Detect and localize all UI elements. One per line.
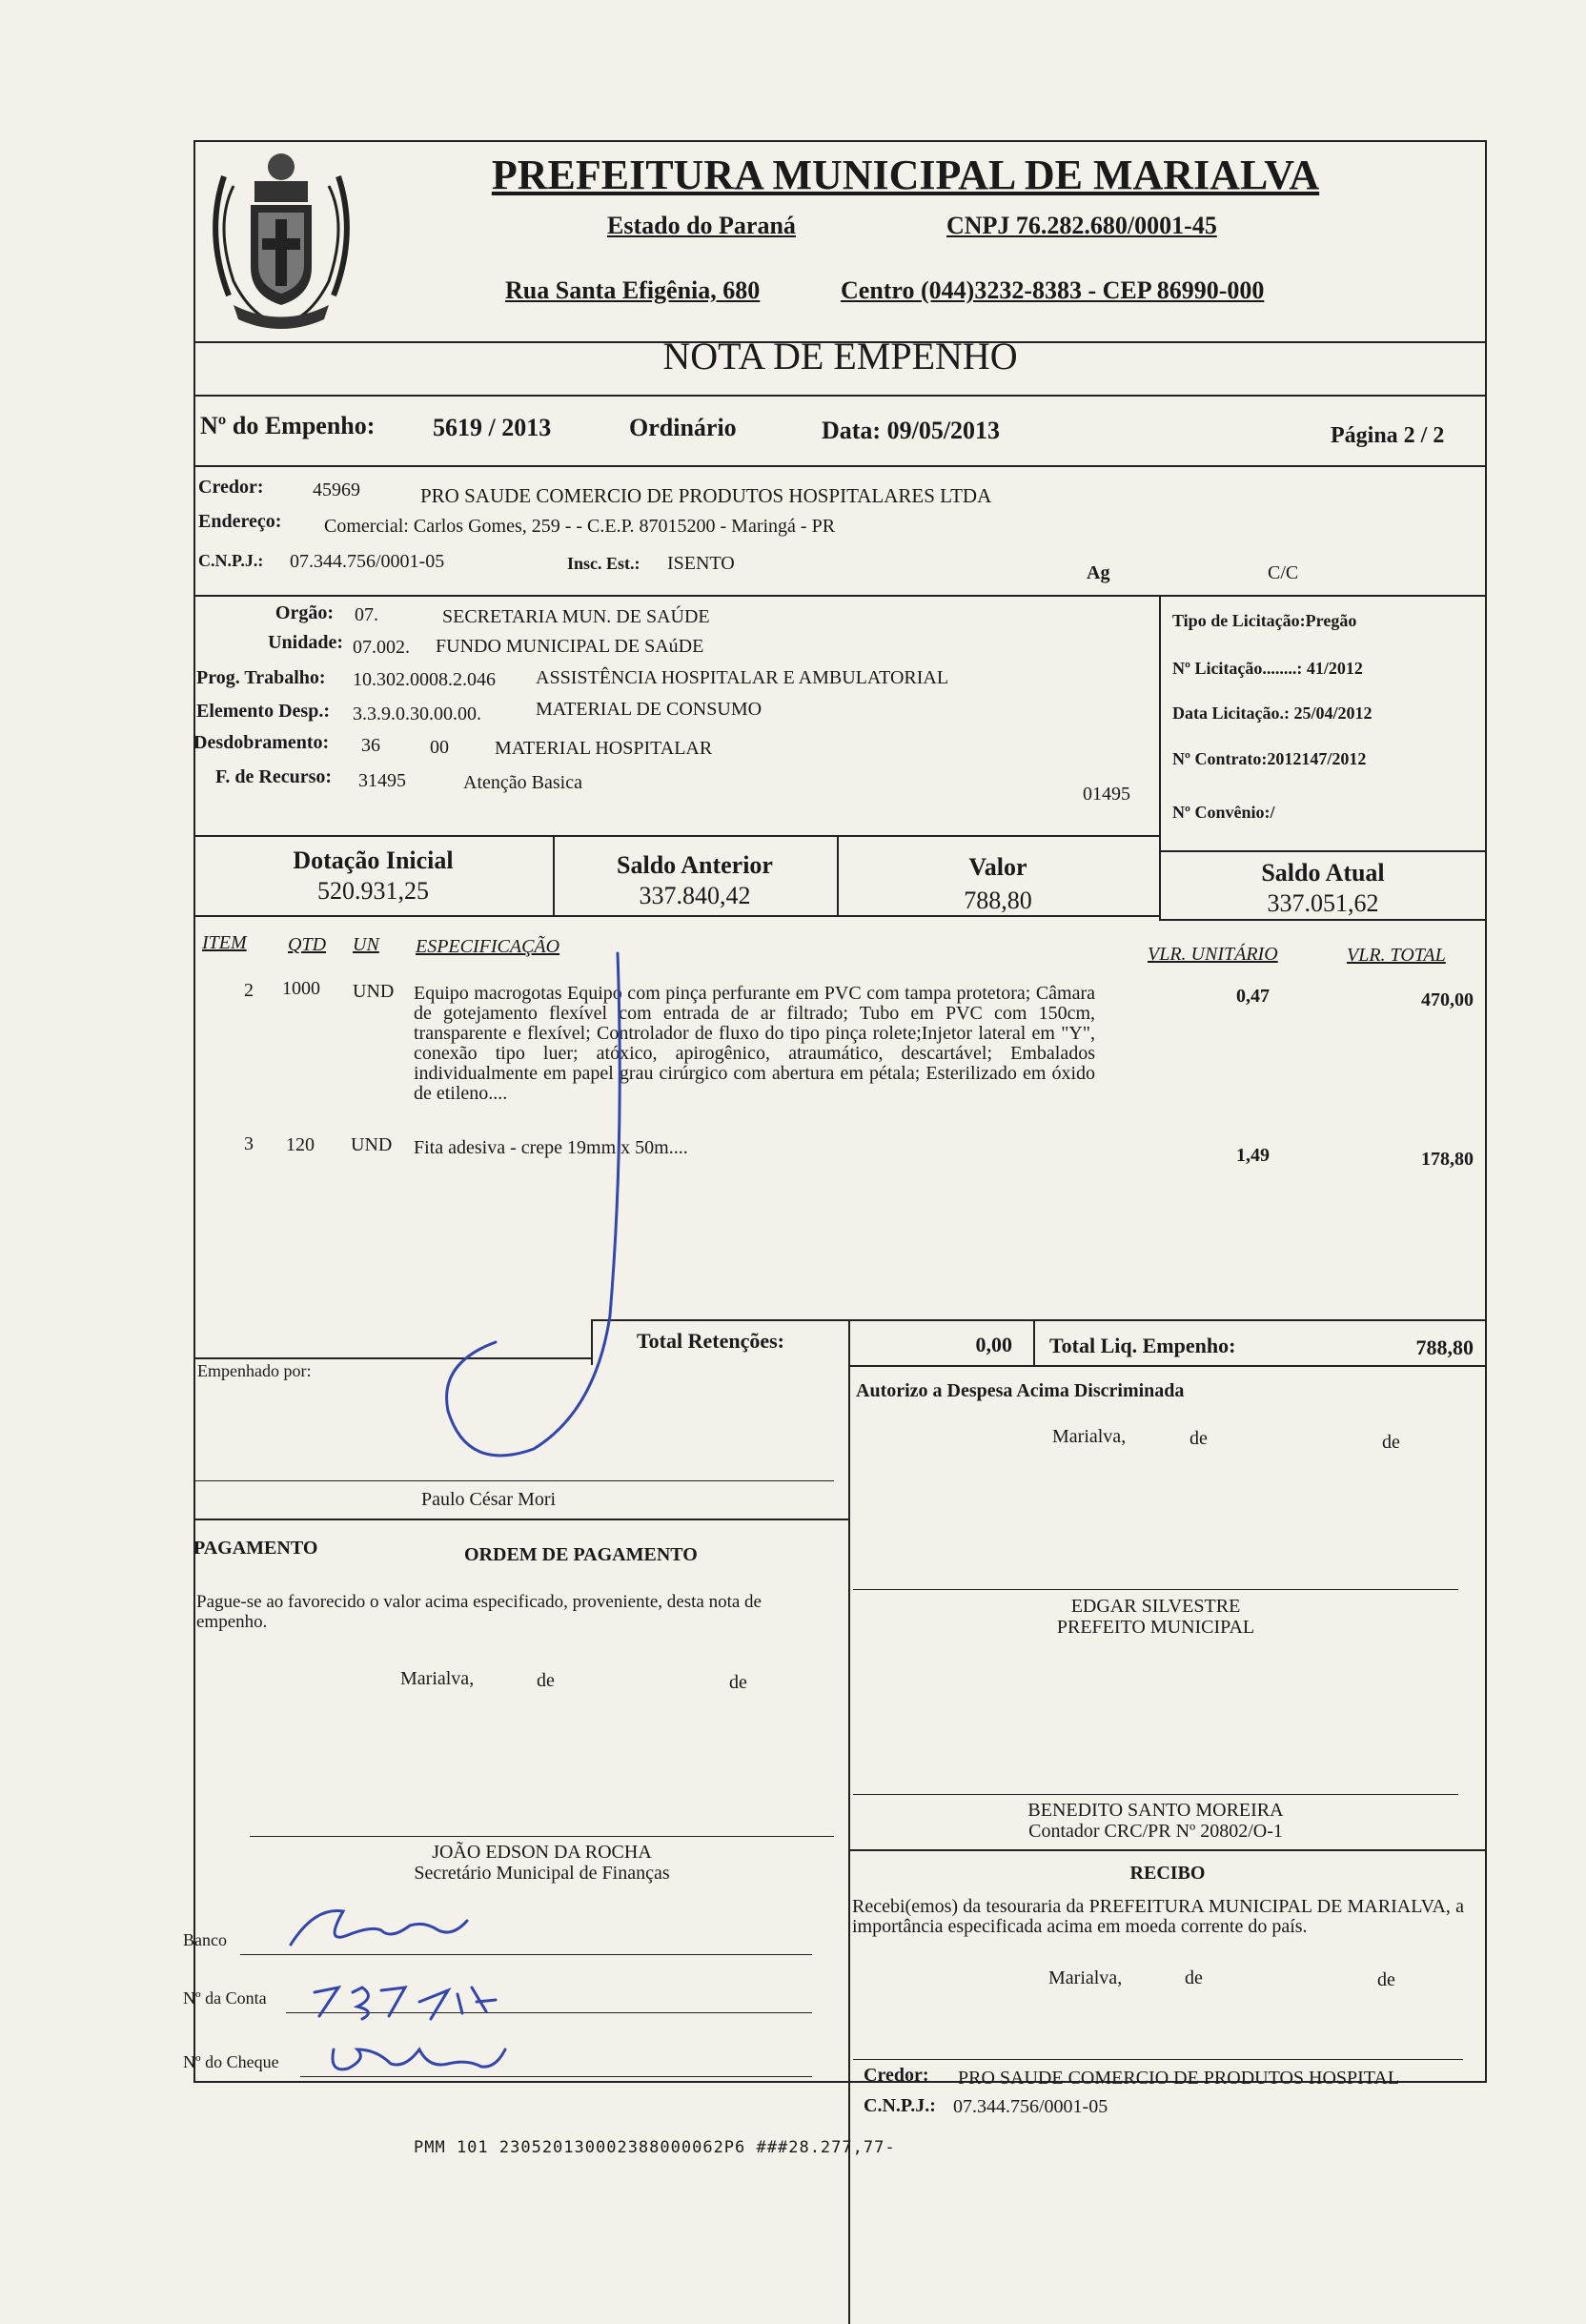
- prog-name: ASSISTÊNCIA HOSPITALAR E AMBULATORIAL: [536, 667, 949, 688]
- item-total-price: 470,00: [1421, 989, 1474, 1010]
- recurso-label: F. de Recurso:: [215, 766, 333, 787]
- unit-price-col-header: VLR. UNITÁRIO: [1148, 944, 1278, 965]
- secretario-role: Secretário Municipal de Finanças: [414, 1863, 670, 1884]
- credor-name: PRO SAUDE COMERCIO DE PRODUTOS HOSPITALARES LTDA: [420, 484, 992, 507]
- valor-label: Valor: [968, 853, 1027, 881]
- item-qtd: 120: [286, 1134, 315, 1155]
- pagamento-de2: de: [729, 1672, 747, 1693]
- numero-convenio: Nº Convênio:/: [1172, 803, 1275, 822]
- un-col-header: UN: [353, 934, 379, 955]
- recibo-credor-label: Credor:: [864, 2065, 929, 2086]
- item-un: UND: [353, 981, 395, 1002]
- saldo-atual-label: Saldo Atual: [1261, 859, 1385, 887]
- liq-empenho-label: Total Liq. Empenho:: [1049, 1334, 1236, 1357]
- recurso-extra: 01495: [1083, 784, 1130, 805]
- orgao-name: SECRETARIA MUN. DE SAÚDE: [442, 606, 710, 627]
- item-col-header: ITEM: [202, 932, 247, 953]
- recibo-de1: de: [1185, 1967, 1203, 1988]
- desdobramento-label: Desdobramento:: [193, 732, 330, 753]
- valor-value: 788,80: [964, 887, 1032, 914]
- recurso-name: Atenção Basica: [463, 772, 582, 793]
- secretario-name: JOÃO EDSON DA ROCHA: [432, 1842, 652, 1863]
- saldo-anterior-label: Saldo Anterior: [617, 851, 773, 879]
- desdobramento-name: MATERIAL HOSPITALAR: [495, 738, 713, 759]
- item-spec: Fita adesiva - crepe 19mm x 50m....: [414, 1137, 688, 1158]
- credor-cnpj-label: C.N.P.J.:: [198, 551, 264, 570]
- unidade-name: FUNDO MUNICIPAL DE SAúDE: [436, 636, 704, 657]
- recurso-code: 31495: [358, 770, 406, 791]
- orgao-label: Orgão:: [274, 602, 334, 623]
- ag-label: Ag: [1087, 562, 1110, 583]
- pagamento-text: Pague-se ao favorecido o valor acima especificado, proveniente, desta nota de empenho.: [196, 1592, 762, 1632]
- document-title: NOTA DE EMPENHO: [662, 335, 1018, 377]
- page-number: Página 2 / 2: [1331, 423, 1445, 448]
- prefeito-role: PREFEITO MUNICIPAL: [1056, 1617, 1255, 1638]
- empenho-date: Data: 09/05/2013: [822, 417, 1001, 444]
- numero-licitacao: Nº Licitação........: 41/2012: [1172, 659, 1363, 678]
- prefeito-name: EDGAR SILVESTRE: [1070, 1596, 1241, 1617]
- empenhado-label: Empenhado por:: [197, 1361, 312, 1380]
- state-name: Estado do Paraná: [607, 212, 796, 239]
- recibo-cnpj-label: C.N.P.J.:: [864, 2095, 936, 2116]
- elemento-name: MATERIAL DE CONSUMO: [536, 699, 762, 720]
- pagamento-label: PAGAMENTO: [193, 1538, 318, 1559]
- recibo-credor: PRO SAUDE COMERCIO DE PRODUTOS HOSPITAL: [958, 2068, 1400, 2089]
- qtd-col-header: QTD: [288, 934, 327, 955]
- recibo-de2: de: [1377, 1969, 1395, 1990]
- prog-code: 10.302.0008.2.046: [353, 669, 496, 690]
- prog-label: Prog. Trabalho:: [196, 667, 326, 688]
- item-unit-price: 1,49: [1236, 1145, 1270, 1166]
- footer-barcode-text: PMM 101 230520130002388000062P6 ###28.277,77-: [414, 2138, 896, 2157]
- retencoes-value: 0,00: [975, 1333, 1012, 1356]
- spec-col-header: ESPECIFICAÇÃO: [416, 936, 560, 957]
- cnpj-header: CNPJ 76.282.680/0001-45: [946, 212, 1217, 239]
- retencoes-label: Total Retenções:: [637, 1329, 784, 1353]
- dotacao-label: Dotação Inicial: [293, 846, 454, 874]
- saldo-atual-value: 337.051,62: [1267, 889, 1379, 917]
- insc-est: ISENTO: [667, 553, 735, 574]
- recibo-title: RECIBO: [1129, 1863, 1206, 1884]
- recibo-text: Recebi(emos) da tesouraria da PREFEITURA MUNICIPAL DE MARIALVA, a importância especificada acima em moeda corrente do país.: [852, 1896, 1464, 1937]
- item-total-price: 178,80: [1421, 1149, 1474, 1170]
- contador-name: BENEDITO SANTO MOREIRA: [1027, 1800, 1284, 1821]
- empenho-label: Nº do Empenho:: [200, 412, 376, 439]
- district-phone: Centro (044)3232-8383 - CEP 86990-000: [841, 276, 1265, 304]
- unidade-code: 07.002.: [353, 637, 410, 658]
- credor-label: Credor:: [198, 477, 264, 498]
- empenho-number: 5619 / 2013: [433, 414, 552, 441]
- autorizo-city: Marialva,: [1052, 1426, 1127, 1447]
- item-un: UND: [351, 1134, 393, 1155]
- item-number: 3: [244, 1133, 254, 1154]
- cheque-label: Nº do Cheque: [183, 2052, 279, 2071]
- ordem-pagamento-label: ORDEM DE PAGAMENTO: [464, 1544, 698, 1565]
- total-price-col-header: VLR. TOTAL: [1347, 945, 1446, 966]
- autorizo-label: Autorizo a Despesa Acima Discriminada: [856, 1380, 1185, 1401]
- item-qtd: 1000: [282, 978, 320, 999]
- contador-role: Contador CRC/PR Nº 20802/O-1: [1028, 1821, 1283, 1842]
- liq-empenho-value: 788,80: [1415, 1335, 1474, 1359]
- credor-address: Comercial: Carlos Gomes, 259 - - C.E.P. 87015200 - Maringá - PR: [324, 516, 836, 537]
- credor-code: 45969: [313, 479, 360, 500]
- desdobramento-sub: 00: [430, 737, 449, 758]
- pagamento-city: Marialva,: [400, 1668, 475, 1689]
- item-spec: Equipo macrogotas Equipo com pinça perfurante em PVC com tampa protetora; Câmara de gotejamento flexível com entrada de ar filtrado; Tubo em PVC com 150cm, transparente e flexível; Controlador de fluxo do tipo pinça rolete;Injetor lateral em "Y", conexão tipo luer; atóxico, apirogênico, atraumático, descartável; Embalados individualmente em papel grau cirúrgico com abertura em pétala; Esterilizado em óxido de etileno....: [414, 983, 1095, 1104]
- recibo-city: Marialva,: [1048, 1967, 1123, 1988]
- autorizo-de1: de: [1190, 1428, 1208, 1449]
- conta-label: Nº da Conta: [183, 1988, 267, 2008]
- data-licitacao: Data Licitação.: 25/04/2012: [1172, 703, 1372, 723]
- empenho-type: Ordinário: [629, 414, 737, 441]
- orgao-code: 07.: [355, 604, 378, 625]
- saldo-anterior-value: 337.840,42: [639, 882, 751, 909]
- elemento-label: Elemento Desp.:: [196, 701, 330, 722]
- dotacao-value: 520.931,25: [317, 877, 429, 905]
- item-number: 2: [244, 980, 254, 1001]
- banco-label: Banco: [183, 1930, 227, 1949]
- item-unit-price: 0,47: [1236, 986, 1270, 1007]
- desdobramento-code: 36: [361, 735, 380, 756]
- unidade-label: Unidade:: [268, 632, 343, 653]
- municipality-title: PREFEITURA MUNICIPAL DE MARIALVA: [491, 152, 1320, 198]
- cc-label: C/C: [1268, 562, 1299, 583]
- elemento-code: 3.3.9.0.30.00.00.: [353, 703, 481, 724]
- pagamento-de1: de: [537, 1670, 555, 1691]
- tipo-licitacao: Tipo de Licitação:Pregão: [1172, 611, 1357, 630]
- empenhado-name: Paulo César Mori: [421, 1489, 557, 1510]
- recibo-cnpj: 07.344.756/0001-05: [953, 2096, 1108, 2117]
- address-label: Endereço:: [198, 511, 282, 532]
- autorizo-de2: de: [1382, 1432, 1400, 1453]
- street-address: Rua Santa Efigênia, 680: [505, 276, 761, 304]
- numero-contrato: Nº Contrato:2012147/2012: [1172, 749, 1367, 768]
- credor-cnpj: 07.344.756/0001-05: [290, 551, 445, 572]
- insc-est-label: Insc. Est.:: [567, 554, 640, 573]
